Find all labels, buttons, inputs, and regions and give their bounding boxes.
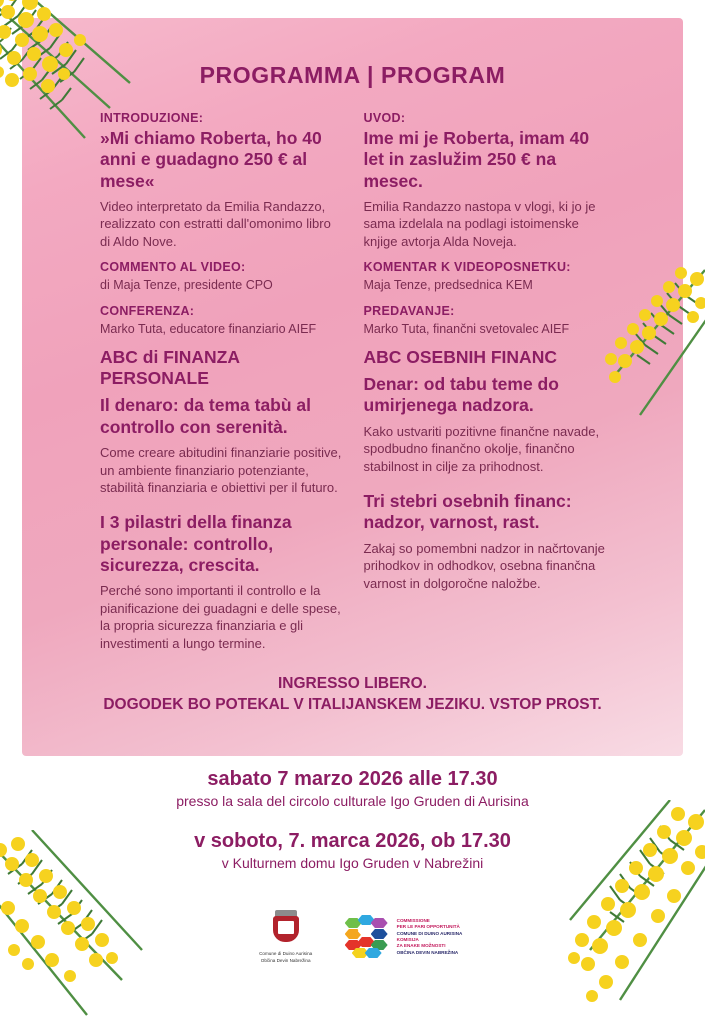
municipality-logo <box>243 910 329 963</box>
it-talk1-title: ABC di FINANZA PERSONALE <box>100 346 240 389</box>
sl-talk2-body: Zakaj so pomembni nadzor in načrtovanje prihodkov in odhodkov, osebna finančna varnost in dolgoročne naložbe. <box>363 540 605 591</box>
sl-talk2-title: Tri stebri osebnih financ: nadzor, varnost, rast. <box>363 491 572 533</box>
sl-comment-label: KOMENTAR K VIDEOPOSNETKU: <box>363 260 571 275</box>
it-conference-label: CONFERENZA: <box>100 303 195 318</box>
free-entry-line-2: DOGODEK BO POTEKAL V ITALIJANSKEM JEZIKU. VSTOP PROST. <box>103 696 602 714</box>
it-speaker: Marko Tuta, educatore finanziario AIEF <box>100 321 317 336</box>
cpo-line-3: COMUNE DI DUINO AURISINA <box>396 930 463 936</box>
free-entry-notice <box>100 674 605 716</box>
program-columns <box>100 111 605 662</box>
page-title: PROGRAMMA | PROGRAM <box>199 62 506 88</box>
sl-speaker: Marko Tuta, finančni svetovalec AIEF <box>363 321 570 336</box>
sl-talk1-subtitle: Denar: od tabu teme do umirjenega nadzora. <box>363 374 559 416</box>
it-talk2-body: Perché sono importanti il controllo e la pianificazione dei guadagni e delle spese, la propria sicurezza finanziaria e gli investimenti a lungo termine. <box>100 583 341 651</box>
cpo-line-5: ZA ENAKE MOŽNOSTI <box>396 943 446 949</box>
program-panel-content <box>100 52 605 722</box>
sl-talk1-title: ABC OSEBNIH FINANC <box>363 346 557 367</box>
it-intro-headline: »Mi chiamo Roberta, ho 40 anni e guadagno 250 € al mese« <box>100 128 322 191</box>
it-intro-label: INTRODUZIONE: <box>100 111 204 125</box>
it-talk1-body: Come creare abitudini finanziarie positive, un ambiente finanziario potenziante, stabilità finanziaria e obiettivi per il futuro. <box>100 445 342 495</box>
cpo-caption <box>397 918 463 957</box>
it-talk1-subtitle: Il denaro: da tema tabù al controllo con serenità. <box>100 395 312 437</box>
it-intro-body: Video interpretato da Emilia Randazzo, realizzato con estratti dall'omonimo libro di Aldo Nove. <box>100 199 331 249</box>
sl-conference-label: PREDAVANJE: <box>363 303 455 318</box>
column-italian <box>100 111 342 662</box>
cpo-line-2: PER LE PARI OPPORTUNITÀ <box>396 924 460 930</box>
program-panel <box>22 18 683 756</box>
it-venue: presso la sala del circolo culturale Igo Gruden di Aurisina <box>176 793 529 809</box>
municipality-caption-sl: Občina Devin Nabrežina <box>260 957 311 963</box>
logo-bar <box>232 898 473 976</box>
cpo-line-4: KOMISIJA <box>396 937 419 942</box>
free-entry-line-1: INGRESSO LIBERO. <box>278 675 427 693</box>
cpo-line-1: COMMISSIONE <box>396 917 430 923</box>
it-comment-body: di Maja Tenze, presidente CPO <box>100 278 273 293</box>
it-talk2-title: I 3 pilastri della finanza personale: controllo, sicurezza, crescita. <box>100 512 292 576</box>
coat-of-arms-icon <box>269 910 303 948</box>
hex-cluster-icon <box>343 914 391 960</box>
sl-talk1-body: Kako ustvariti pozitivne finančne navade, spodbudno finančno okolje, finančno stabilnost in cilje za prihodnost. <box>363 423 600 474</box>
sl-intro-body: Emilia Randazzo nastopa v vlogi, ki jo je sama izdelala na podlagi istoimenske knjige avtorja Alda Noveja. <box>363 199 596 249</box>
event-details <box>0 766 705 889</box>
sl-intro-label: UVOD: <box>363 111 406 125</box>
sl-comment-body: Maja Tenze, predsednica KEM <box>363 278 533 293</box>
sl-intro-headline: Ime mi je Roberta, imam 40 let in zaslužim 250 € na mesec. <box>363 128 590 191</box>
cpo-logo <box>343 914 463 960</box>
sl-date: v soboto, 7. marca 2026, ob 17.30 <box>194 829 511 852</box>
it-comment-label: COMMENTO AL VIDEO: <box>100 260 246 275</box>
it-date: sabato 7 marzo 2026 alle 17.30 <box>207 768 498 790</box>
sl-venue: v Kulturnem domu Igo Gruden v Nabrežini <box>221 854 484 871</box>
column-slovenian <box>364 111 606 662</box>
municipality-caption-it: Comune di Duino Aurisina <box>259 951 313 957</box>
cpo-line-6: OBČINA DEVIN NABREŽINA <box>396 949 459 955</box>
